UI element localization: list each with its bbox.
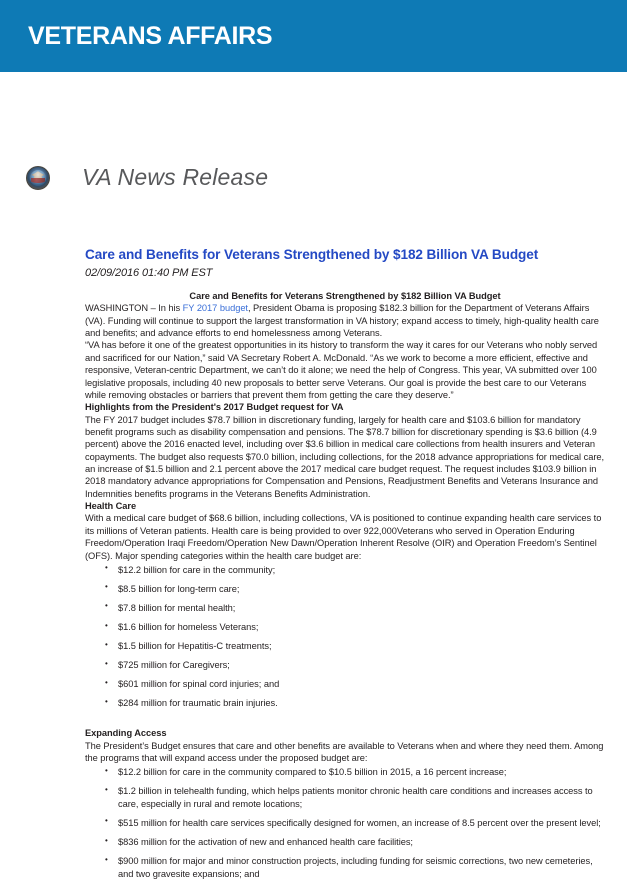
list-item: • $725 million for Caregivers;	[118, 659, 605, 672]
article-container	[0, 247, 627, 880]
list-item: • $12.2 billion for care in the community compared to $10.5 billion in 2015, a 16 percent increase;	[118, 766, 605, 779]
heading-highlights: Highlights from the President's 2017 Budget request for VA	[85, 402, 344, 413]
news-release-label: VA News Release	[82, 164, 269, 190]
site-header-band	[0, 0, 627, 72]
agency-title: VETERANS AFFAIRS	[28, 21, 273, 50]
section-spacer	[85, 716, 605, 727]
fy-2017-budget-link[interactable]: FY 2017 budget	[182, 303, 248, 314]
va-seal-icon	[26, 166, 50, 190]
list-item: • $601 million for spinal cord injuries; and	[118, 678, 605, 691]
article-body	[85, 290, 605, 880]
news-release-banner	[0, 164, 627, 191]
paragraph-secretary-quote: “VA has before it one of the greatest opportunities in its history to transform the way it cares for our Veterans who nobly served and sacrificed for our Nation,” said VA Secretary Robert A. McDonald. “As we work to become a more efficient, effective and responsive, Veteran-centric Department, we can’t do it alone; we need the help of Congress. This year, VA submitted over 100 legislative proposals, including 40 new proposals to better serve Veterans. Our goal is provide the best care to our Veterans while removing obstacles or barriers that prevent them from getting the care they deserve.”	[85, 340, 598, 400]
health-care-bullet-list	[85, 564, 605, 710]
list-item: • $8.5 billion for long-term care;	[118, 583, 605, 596]
list-item: • $284 million for traumatic brain injuries.	[118, 697, 605, 710]
expanding-access-bullet-list	[85, 766, 605, 880]
list-item: • $1.6 billion for homeless Veterans;	[118, 621, 605, 634]
list-item: • $7.8 billion for mental health;	[118, 602, 605, 615]
list-item: • $12.2 billion for care in the community;	[118, 564, 605, 577]
seal-red-band	[31, 178, 46, 183]
paragraph-expanding-access: The President’s Budget ensures that care and other benefits are available to Veterans when and where they need them. Among the programs that will expand access under the proposed budget are:	[85, 740, 604, 763]
article-subtitle: Care and Benefits for Veterans Strengthened by $182 Billion VA Budget	[189, 290, 501, 301]
list-item: • $1.2 billion in telehealth funding, which helps patients monitor chronic health care conditions and increases access to care, especially in rural and remote locations;	[118, 785, 605, 810]
paragraph-health-care: With a medical care budget of $68.6 billion, including collections, VA is positioned to continue expanding health care services to its millions of Veteran patients. Health care is being provided to over 922,000Veterans who served in Operation Enduring Freedom/Operation Iraqi Freedom/Operation New Dawn/Operation Inherent Resolve (OIR) and Operation Freedom’s Sentinel (OFS). Major spending categories within the health care budget are:	[85, 513, 602, 561]
heading-health-care: Health Care	[85, 501, 137, 512]
list-item: • $515 million for health care services specifically designed for women, an increase of 8.5 percent over the present level;	[118, 817, 605, 830]
article-headline: Care and Benefits for Veterans Strengthened by $182 Billion VA Budget	[85, 247, 539, 262]
paragraph-washington-post: , President Obama is proposing $182.3 billion for the Department of Veterans Affairs (VA). Funding will continue to support the largest transformation in VA history; expand access to timely, high-quality health care and benefits; and advance efforts to end homelessness among Veterans.	[85, 303, 599, 339]
article-timestamp: 02/09/2016 01:40 PM EST	[85, 266, 213, 279]
heading-expanding-access: Expanding Access	[85, 728, 167, 739]
paragraph-washington-pre: WASHINGTON – In his	[85, 303, 183, 314]
list-item: • $900 million for major and minor construction projects, including funding for seismic corrections, two new cemeteries, and two gravesite expansions; and	[118, 855, 605, 880]
paragraph-washington	[85, 302, 605, 339]
list-item: • $1.5 billion for Hepatitis-C treatments;	[118, 640, 605, 653]
list-item: • $836 million for the activation of new and enhanced health care facilities;	[118, 836, 605, 849]
paragraph-highlights: The FY 2017 budget includes $78.7 billion in discretionary funding, largely for health care and $103.6 billion for mandatory benefit programs such as disability compensation and pensions. The $78.7 billion for discretionary spending is $3.6 billion (4.9 percent) above the 2016 enacted level, including over $3.6 billion in medical care collections from health insurers and Veteran copayments. The budget also requests $70.0 billion, including collections, for the 2018 advance appropriations for medical care, an increase of $1.5 billion and 2.1 percent above the 2017 medical care budget request. The request includes $103.9 billion in 2018 mandatory advance appropriations for Compensation and Pensions, Readjustment Benefits and Veterans Insurance and Indemnities benefits programs in the Veterans Benefits Administration.	[85, 414, 605, 499]
